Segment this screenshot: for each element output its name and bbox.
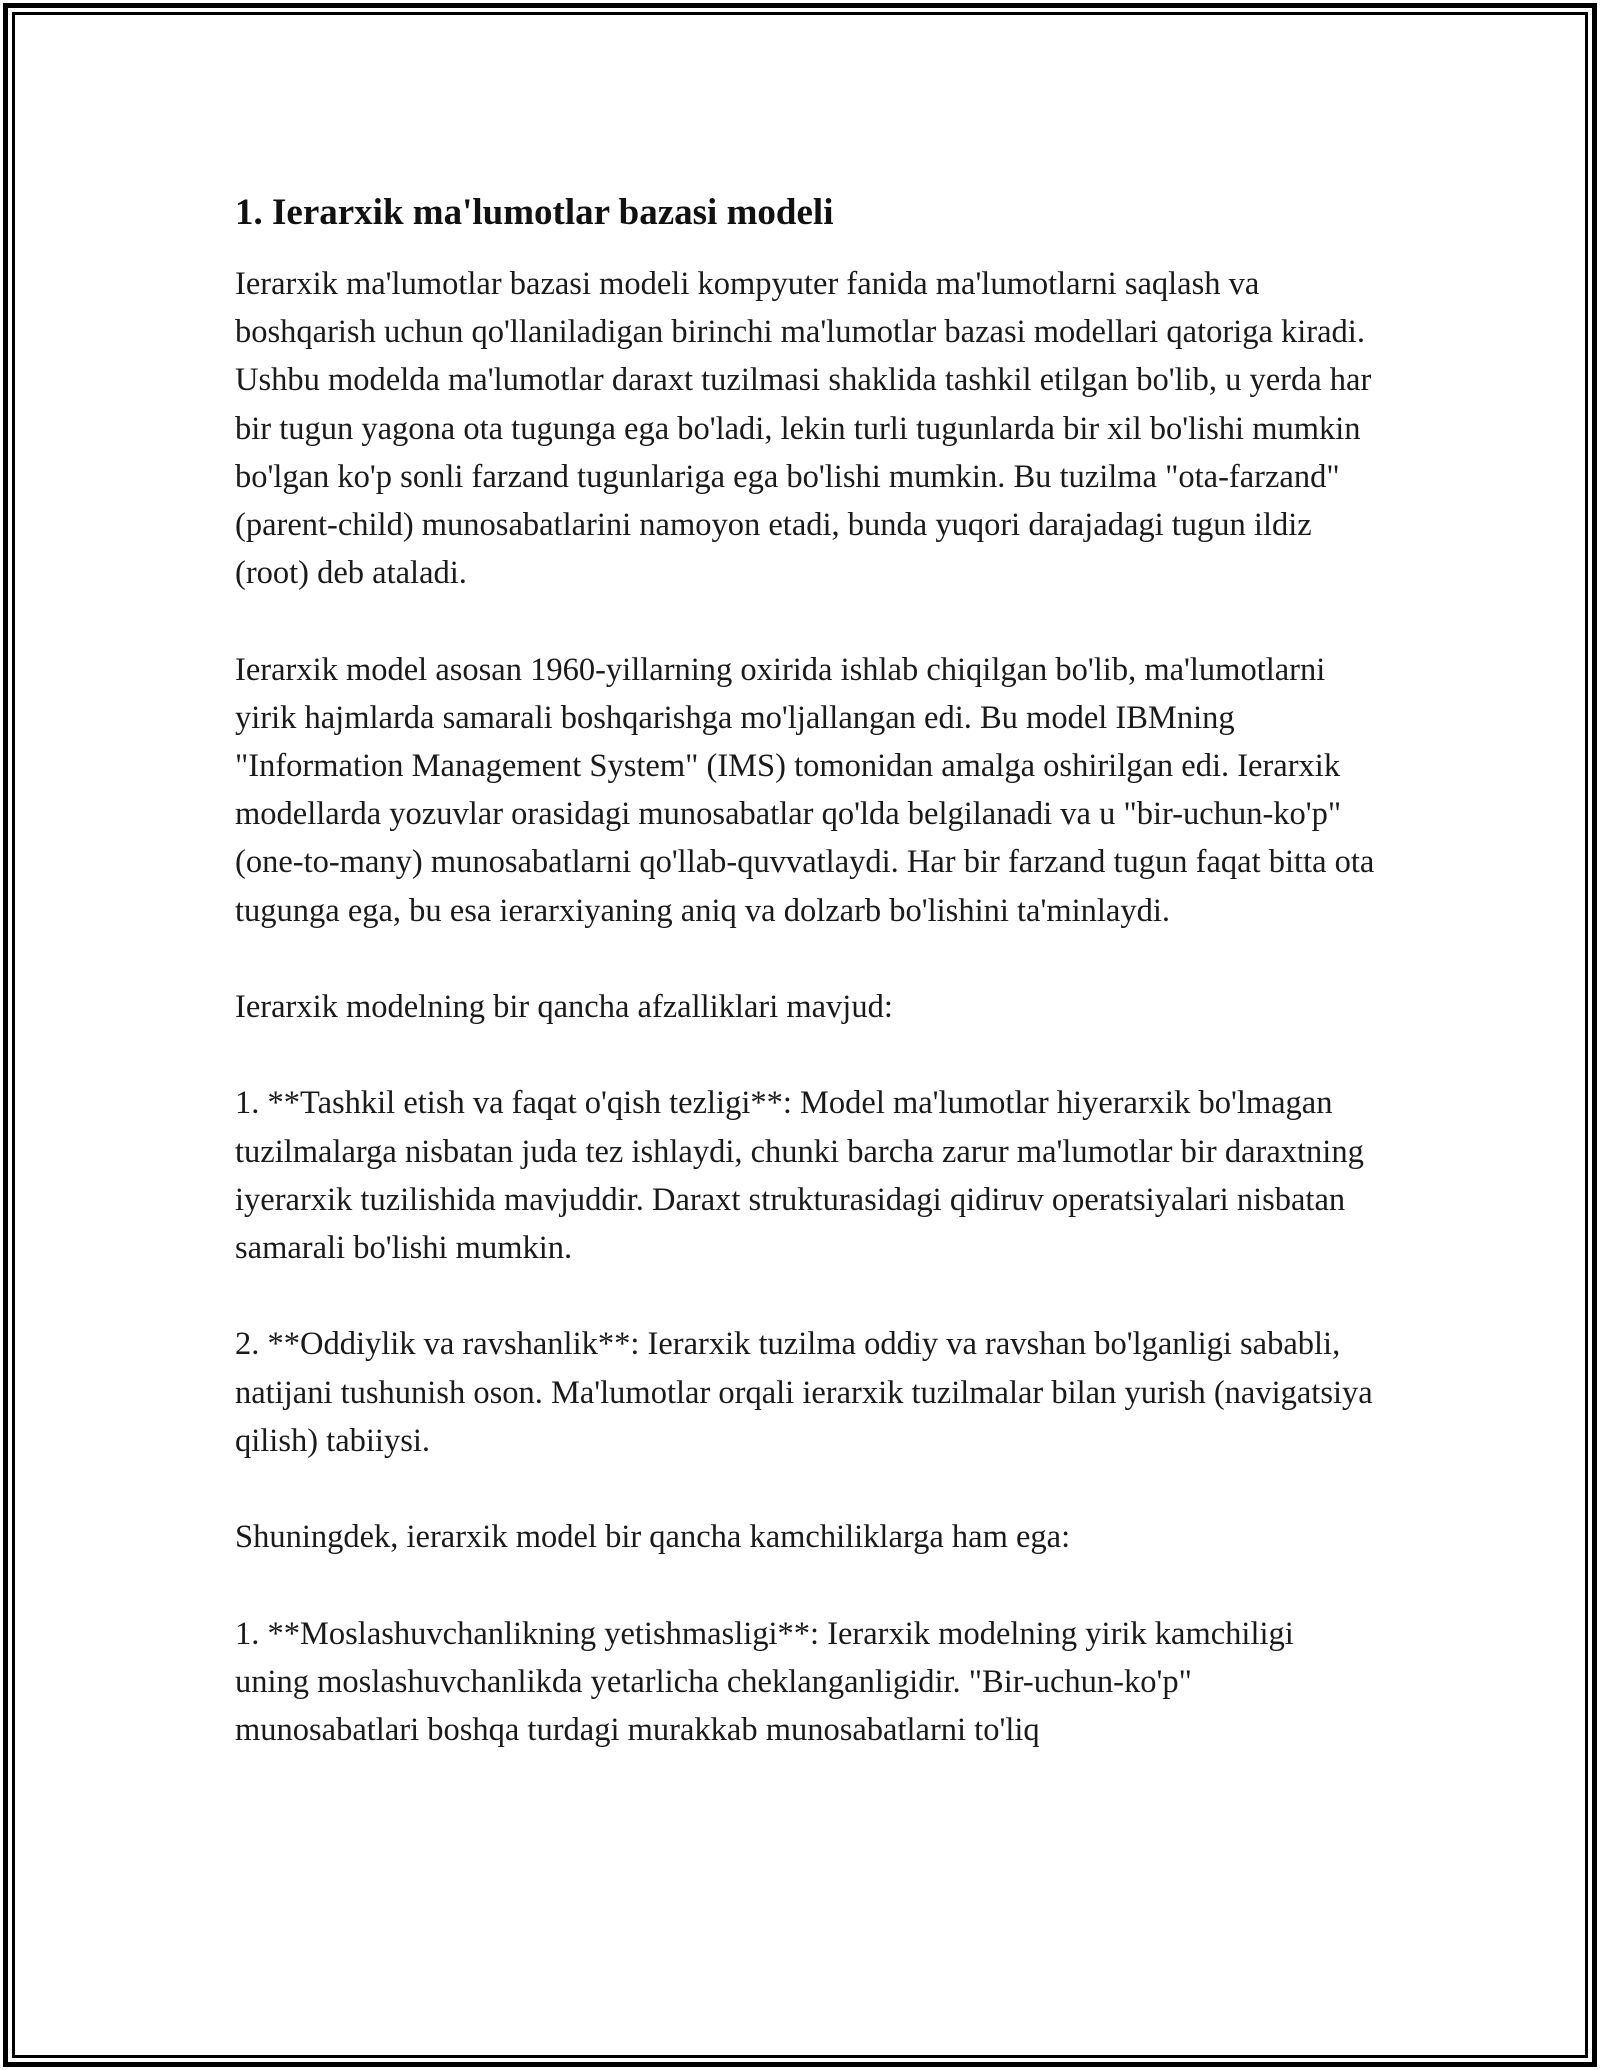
intro-paragraph: Ierarxik ma'lumotlar bazasi modeli kompyuter fanida ma'lumotlarni saqlash va boshqarish uchun qo'llaniladigan birinchi ma'lumotlar bazasi modellari qatoriga kiradi. Ushbu modelda ma'lumotlar daraxt tuzilmasi shaklida tashkil etilgan bo'lib, u yerda har bir tugun yagona ota tugunga ega bo'ladi, lekin turli tugunlarda bir xil bo'lishi mumkin bo'lgan ko'p sonli farzand tugunlariga ega bo'lishi mumkin. Bu tuzilma "ota-farzand" (parent-child) munosabatlarini namoyon etadi, bunda yuqori darajadagi tugun ildiz (root) deb ataladi. bbox=[235, 266, 1372, 592]
history-paragraph: Ierarxik model asosan 1960-yillarning oxirida ishlab chiqilgan bo'lib, ma'lumotlarni yirik hajmlarda samarali boshqarishga mo'ljallangan edi. Bu model IBMning "Information Management System" (IMS) tomonidan amalga oshirilgan edi. Ierarxik modellarda yozuvlar orasidagi munosabatlar qo'lda belgilanadi va u "bir-uchun-ko'p" (one-to-many) munosabatlarni qo'llab-quvvatlaydi. Har bir farzand tugun faqat bitta ota tugunga ega, bu esa ierarxiyaning aniq va dolzarb bo'lishini ta'minlaydi. bbox=[235, 651, 1375, 929]
document-body bbox=[235, 186, 1375, 1802]
disadvantage-item-1: 1. **Moslashuvchanlikning yetishmasligi**: Ierarxik modelning yirik kamchiligi uning moslashuvchanlikda yetarlicha cheklanganligidir. "Bir-uchun-ko'p" munosabatlari boshqa turdagi murakkab munosabatlarni to'liq bbox=[235, 1615, 1294, 1748]
advantage-item-1: 1. **Tashkil etish va faqat o'qish tezligi**: Model ma'lumotlar hiyerarxik bo'lmagan tuzilmalarga nisbatan juda tez ishlaydi, chunki barcha zarur ma'lumotlar bir daraxtning iyerarxik tuzilishida mavjuddir. Daraxt strukturasidagi qidiruv operatsiyalari nisbatan samarali bo'lishi mumkin. bbox=[235, 1085, 1364, 1267]
advantages-heading-paragraph: Ierarxik modelning bir qancha afzalliklari mavjud: bbox=[235, 989, 893, 1026]
section-title: 1. Ierarxik ma'lumotlar bazasi modeli bbox=[235, 192, 834, 233]
advantage-item-2: 2. **Oddiylik va ravshanlik**: Ierarxik tuzilma oddiy va ravshan bo'lganligi sababli, natijani tushunish oson. Ma'lumotlar orqali ierarxik tuzilmalar bilan yurish (navigatsiya qilish) tabiiysi. bbox=[235, 1326, 1373, 1459]
disadvantages-heading-paragraph: Shuningdek, ierarxik model bir qancha kamchiliklarga ham ega: bbox=[235, 1519, 1071, 1556]
